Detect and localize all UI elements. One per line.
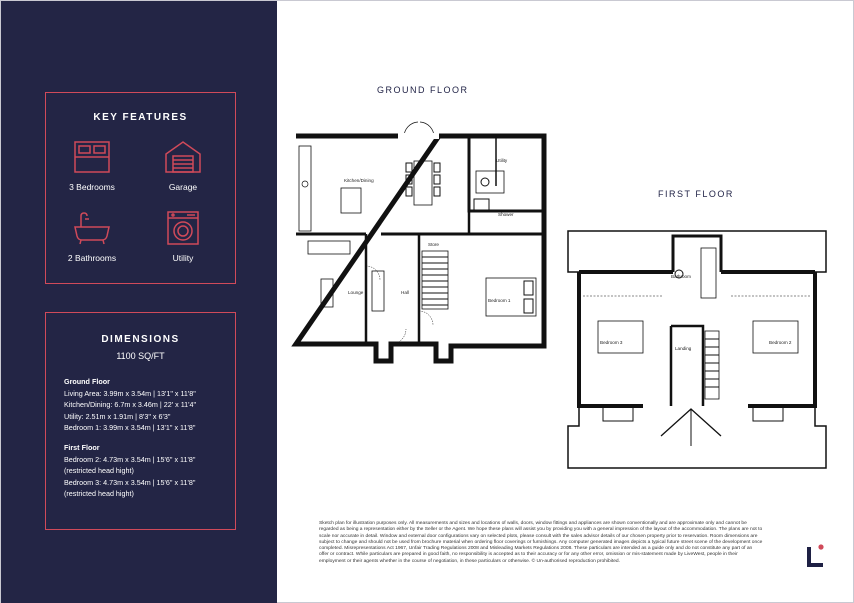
room-label-bedroom2: Bedroom 2 xyxy=(769,340,792,345)
room-label-landing: Landing xyxy=(675,346,692,351)
dimension-row: (restricted head hight) xyxy=(64,466,134,476)
dimension-row: Bedroom 2: 4.73m x 3.54m | 15'6" x 11'8" xyxy=(64,454,196,464)
room-label-hall: Hall xyxy=(401,290,409,295)
dimension-row: (restricted head hight) xyxy=(64,489,134,499)
room-label-bathroom: Bathroom xyxy=(671,274,691,279)
livewest-logo-icon xyxy=(805,543,827,569)
feature-bedrooms xyxy=(47,140,137,192)
dimensions-box xyxy=(45,312,236,530)
room-label-bedroom1: Bedroom 1 xyxy=(488,298,511,303)
bath-icon xyxy=(72,211,112,245)
dimensions-list xyxy=(64,376,196,500)
room-label-shower: Shower xyxy=(498,212,514,217)
ground-floor-title: GROUND FLOOR xyxy=(377,85,469,95)
dimension-row: Living Area: 3.99m x 3.54m | 13'1" x 11'8" xyxy=(64,388,196,398)
room-label-bedroom3: Bedroom 3 xyxy=(600,340,623,345)
feature-label: Garage xyxy=(168,182,198,192)
sidebar-panel xyxy=(1,1,277,603)
key-features-box xyxy=(45,92,236,284)
room-label-lounge: Lounge xyxy=(348,290,364,295)
first-floor-plan xyxy=(563,226,831,481)
feature-utility xyxy=(138,211,228,263)
room-label-store: Store xyxy=(428,242,439,247)
dimension-row: Utility: 2.51m x 1.91m | 8'3" x 6'3" xyxy=(64,411,171,421)
dimension-row: Bedroom 3: 4.73m x 3.54m | 15'6" x 11'8" xyxy=(64,477,196,487)
total-area: 1100 SQ/FT xyxy=(116,351,165,361)
disclaimer-text: Sketch plan for illustration purposes only. All measurements and sizes and locations of walls, doors, window fittings and appliances are shown conventionally and are approximate only and cannot be regarded as being a representation either by the Seller or the Agent. We hope these plans will assist you by providing you with a general impression of the layout of the accommodation. The plans are not to scale nor accurate in detail. Window and external door configurations vary on selected plots, please consult with the sales advisor details of our chosen property prior to reservation. Room dimensions are subject to change and should not be used from brochure material when ordering floor coverings or furnishings. Any computer generated images depicts a typical future street scene of the development once completed. Misrepresentations Act 1967, Unfair Trading Regulations 2008 and Misleading Markets Regulations 2008. These particulars are intended as a guide only and do not constitute any part of an offer or contract. While particulars are prepared in good faith, no responsibility is accepted as to their accuracy or for any other error, omission or mis-statement made by LiveWest, people in their employment or their agents whether in the course of negotiation, in these particulars or otherwise. © Un-authorised reproduction prohibited. xyxy=(319,521,763,564)
feature-label: Utility xyxy=(172,253,194,263)
bed-icon xyxy=(72,140,112,174)
key-features-title: KEY FEATURES xyxy=(93,112,188,123)
first-floor-title: FIRST FLOOR xyxy=(658,189,734,199)
garage-icon xyxy=(163,140,203,174)
room-label-utility: Utility xyxy=(496,158,508,163)
ground-floor-heading: Ground Floor xyxy=(64,377,110,386)
dimensions-title: DIMENSIONS xyxy=(101,334,180,345)
washing-machine-icon xyxy=(163,211,203,245)
feature-label: 2 Bathrooms xyxy=(67,253,117,263)
feature-label: 3 Bedrooms xyxy=(69,182,115,192)
ground-floor-plan xyxy=(286,116,551,378)
first-floor-heading: First Floor xyxy=(64,442,100,452)
dimension-row: Kitchen/Dining: 6.7m x 3.46m | 22' x 11'4" xyxy=(64,400,197,410)
feature-garage xyxy=(138,140,228,192)
room-label-kitchen: Kitchen/Dining xyxy=(344,178,374,183)
feature-bathrooms xyxy=(47,211,137,263)
dimension-row: Bedroom 1: 3.99m x 3.54m | 13'1" x 11'8" xyxy=(64,423,196,433)
